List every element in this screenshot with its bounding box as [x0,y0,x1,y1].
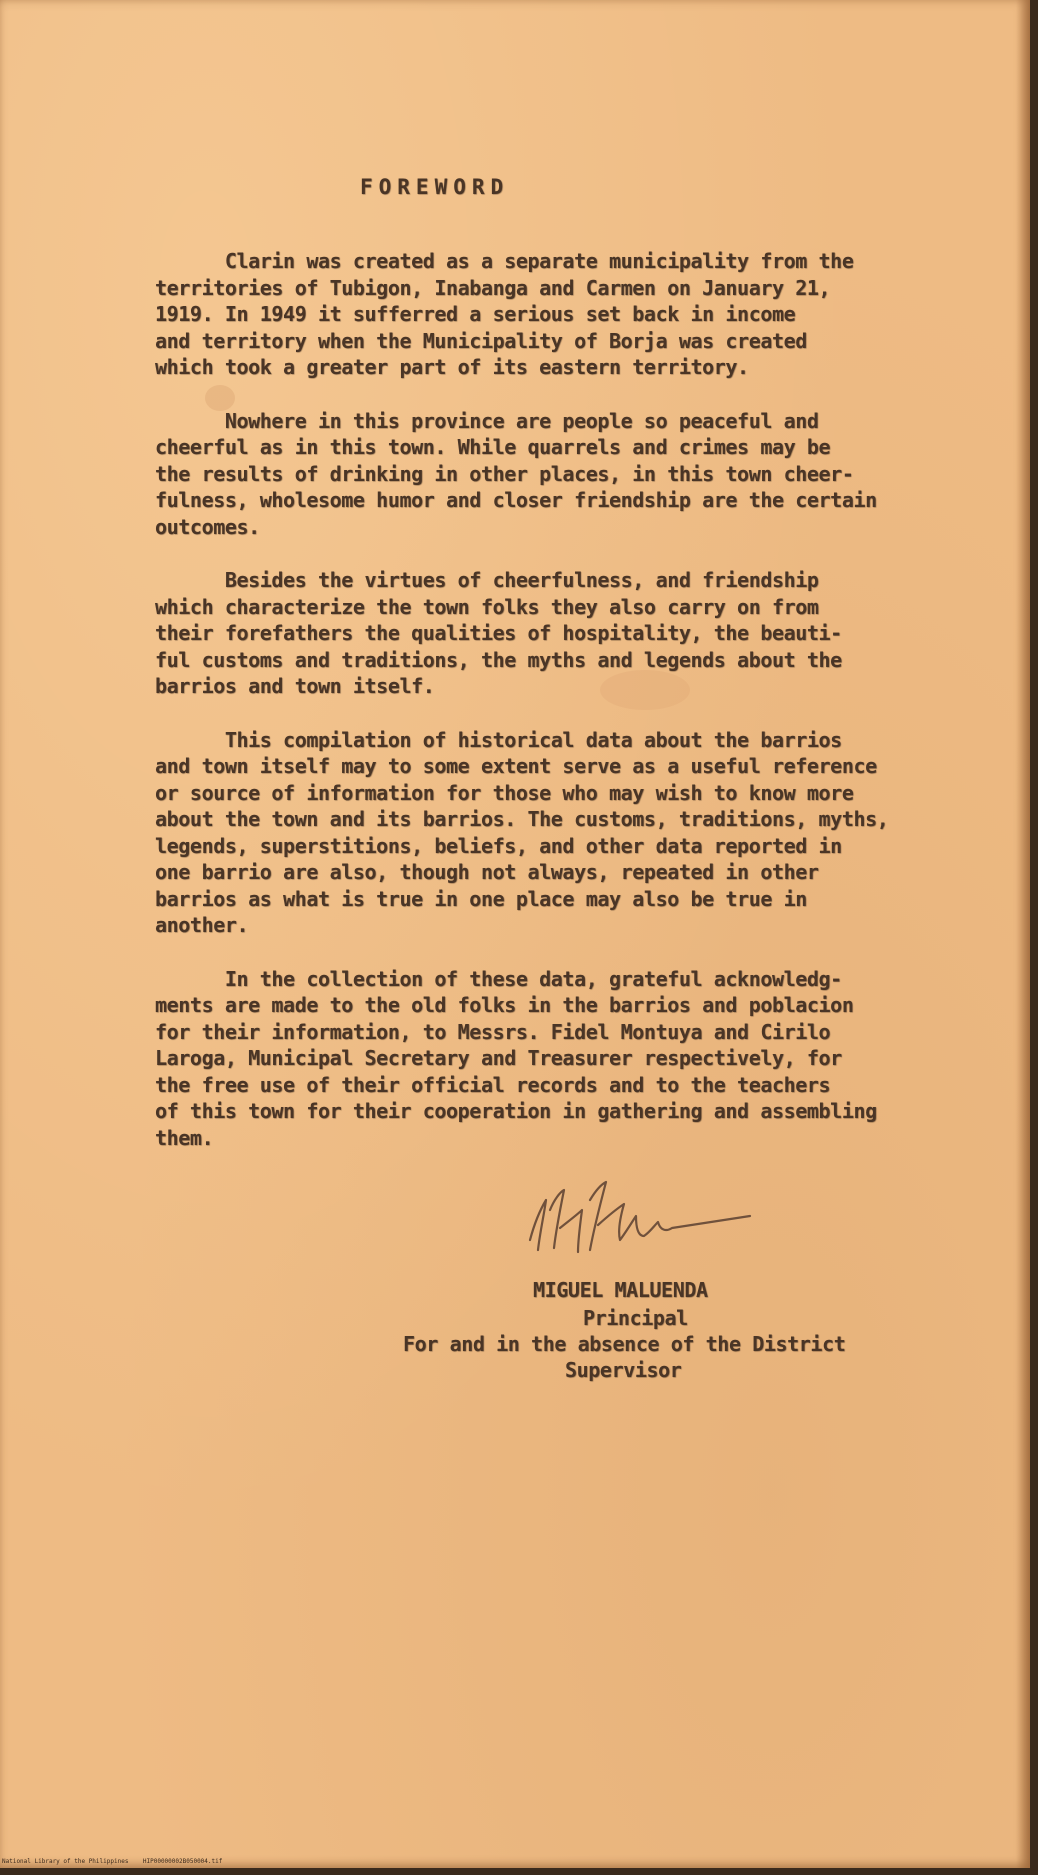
text-line: fulness, wholesome humor and closer friendship are the certain [155,488,877,512]
text-line: barrios and town itself. [155,674,435,698]
text-line: of this town for their cooperation in gathering and assembling [155,1099,877,1123]
archive-footer: National Library of the Philippines HIP00000002B050004.tif [2,1858,223,1865]
text-line: another. [155,913,249,937]
text-line: Nowhere in this province are people so peaceful and [155,408,819,433]
text-line: and town itself may to some extent serve as a useful reference [155,754,877,778]
text-line: and territory when the Municipality of Borja was created [155,328,807,353]
text-line: barrios as what is true in one place may also be true in [155,886,807,911]
signatory-role-line1: For and in the absence of the District [403,1332,846,1356]
paragraph [155,567,945,700]
foreword-body [155,248,945,1178]
text-line: Besides the virtues of cheerfulness, and friendship [155,568,819,592]
text-line: the results of drinking in other places, in this town cheer- [155,461,854,486]
text-line: which took a greater part of its eastern territory. [155,355,749,379]
text-line: about the town and its barrios. The customs, traditions, myths, [155,807,889,831]
text-line: In the collection of these data, grateful acknowledg- [155,966,842,991]
text-line: which characterize the town folks they also carry on from [155,594,819,619]
text-line: 1919. In 1949 it sufferred a serious set back in income [155,302,796,326]
text-line: legends, superstitions, beliefs, and other data reported in [155,833,842,858]
text-line: the free use of their official records and to the teachers [155,1072,831,1097]
page-title: FOREWORD [360,175,510,199]
text-line: for their information, to Messrs. Fidel Montuya and Cirilo [155,1019,831,1044]
page-edge-shadow [1016,0,1030,1868]
signatory-role-line2: Supervisor [565,1358,682,1382]
signatory-title: Principal [583,1306,688,1330]
signatory-name: MIGUEL MALUENDA [533,1278,708,1302]
text-line: cheerful as in this town. While quarrels and crimes may be [155,435,831,459]
text-line: them. [155,1125,214,1150]
text-line: ful customs and traditions, the myths and legends about the [155,647,842,672]
text-line: territories of Tubigon, Inabanga and Carmen on January 21, [155,275,831,300]
paragraph [155,966,945,1152]
text-line: or source of information for those who may wish to know more [155,780,854,805]
text-line: Clarin was created as a separate municipality from the [155,249,854,273]
text-line: one barrio are also, though not always, repeated in other [155,860,819,884]
paragraph [155,408,945,541]
handwritten-signature [520,1170,800,1280]
text-line: their forefathers the qualities of hospitality, the beauti- [155,621,842,645]
text-line: Laroga, Municipal Secretary and Treasurer respectively, for [155,1046,842,1070]
text-line: ments are made to the old folks in the barrios and poblacion [155,993,854,1017]
text-line: This compilation of historical data about the barrios [155,727,842,752]
paragraph [155,248,945,381]
text-line: outcomes. [155,514,260,539]
paragraph [155,727,945,939]
